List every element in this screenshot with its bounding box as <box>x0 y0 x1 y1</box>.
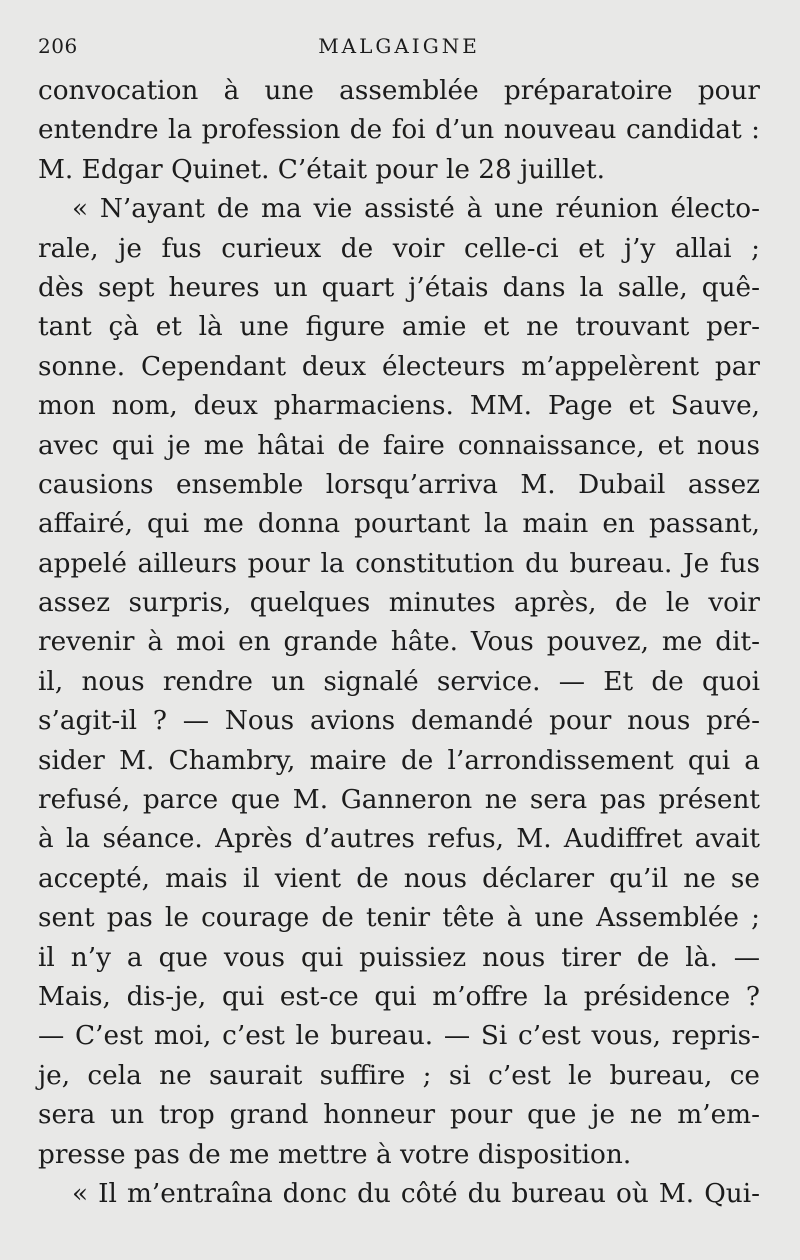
text-line: dès sept heures un quart j’étais dans la salle, quê- <box>38 272 760 303</box>
text-line: sider M. Chambry, maire de l’arrondissement qui a <box>38 745 760 776</box>
text-line: affairé, qui me donna pourtant la main en passant, <box>38 509 760 540</box>
text-line: sonne. Cependant deux électeurs m’appelèrent par <box>38 351 760 382</box>
text-line: — C’est moi, c’est le bureau. — Si c’est vous, repris- <box>38 1021 760 1052</box>
text-line: refusé, parce que M. Ganneron ne sera pas présent <box>38 785 760 816</box>
text-line: Mais, dis-je, qui est-ce qui m’offre la présidence ? <box>38 981 760 1012</box>
text-line: rale, je fus curieux de voir celle-ci et j’y allai ; <box>38 233 760 264</box>
text-line: tant çà et là une figure amie et ne trouvant per- <box>38 312 760 343</box>
text-line: sera un trop grand honneur pour que je ne m’em- <box>38 1100 760 1131</box>
text-line: s’agit-il ? — Nous avions demandé pour nous pré- <box>38 706 760 737</box>
text-line: entendre la profession de foi d’un nouveau candidat : <box>38 115 760 146</box>
text-line: « N’ayant de ma vie assisté à une réunion électo- <box>72 194 760 225</box>
text-line: je, cela ne saurait suffire ; si c’est le bureau, ce <box>38 1060 760 1091</box>
text-line: mon nom, deux pharmaciens. MM. Page et Sauve, <box>38 391 760 422</box>
text-line: presse pas de me mettre à votre disposition. <box>38 1139 632 1170</box>
text-line: M. Edgar Quinet. C’était pour le 28 juillet. <box>38 154 605 185</box>
text-line: il, nous rendre un signalé service. — Et de quoi <box>38 666 760 697</box>
running-title: MALGAIGNE <box>318 34 480 58</box>
text-line: convocation à une assemblée préparatoire pour <box>38 76 760 106</box>
text-line: sent pas le courage de tenir tête à une Assemblée ; <box>38 903 760 934</box>
page-number: 206 <box>38 34 78 58</box>
text-line: avec qui je me hâtai de faire connaissance, et nous <box>38 430 760 461</box>
text-line: appelé ailleurs pour la constitution du bureau. Je fus <box>38 548 760 579</box>
text-line: assez surpris, quelques minutes après, de le voir <box>38 588 760 619</box>
text-line: revenir à moi en grande hâte. Vous pouvez, me dit- <box>38 627 760 658</box>
text-line: « Il m’entraîna donc du côté du bureau où M. Qui- <box>72 1178 760 1209</box>
text-line: accepté, mais il vient de nous déclarer qu’il ne se <box>38 863 760 894</box>
body-text <box>38 72 760 1214</box>
text-line: il n’y a que vous qui puissiez nous tirer de là. — <box>38 942 760 973</box>
text-line: causions ensemble lorsqu’arriva M. Dubail assez <box>38 469 760 500</box>
page-header <box>38 34 760 62</box>
text-line: à la séance. Après d’autres refus, M. Audiffret avait <box>38 824 760 855</box>
